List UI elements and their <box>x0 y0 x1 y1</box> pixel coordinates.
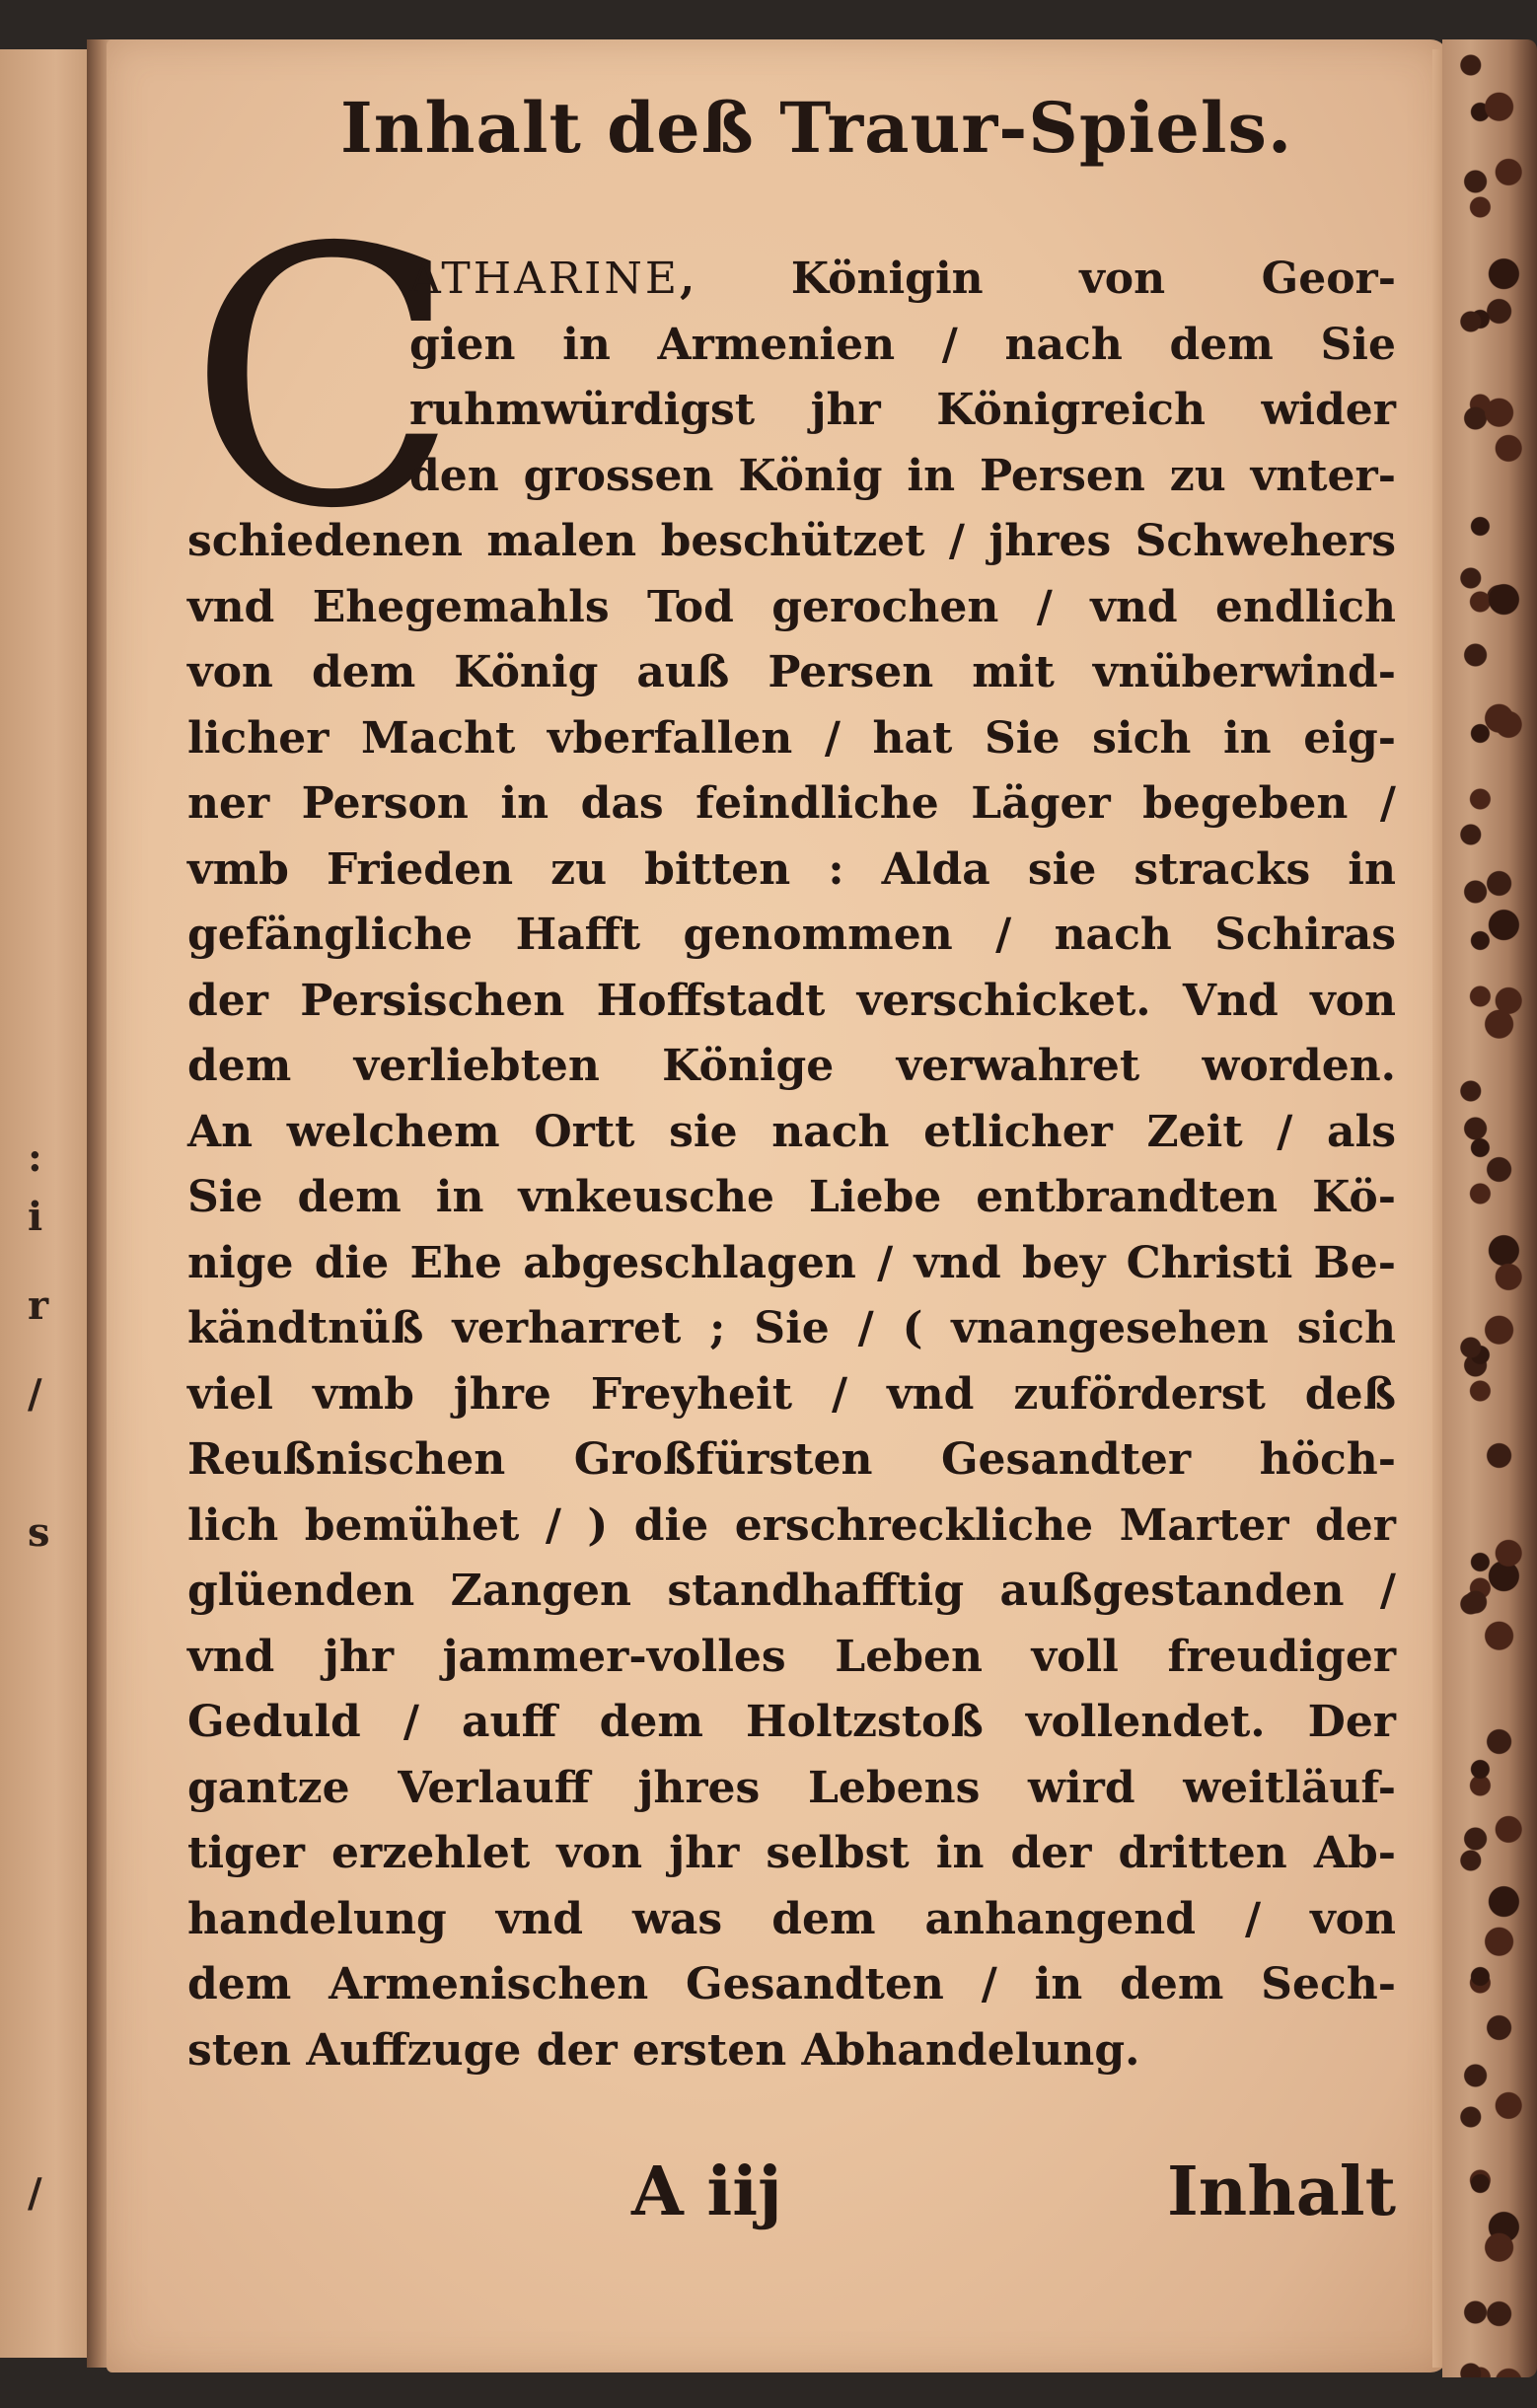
text-line: gantze Verlauff jhres Lebens wird weitläuf- <box>187 1762 1396 1813</box>
text-line: ner Person in das feindliche Läger begeben / <box>187 778 1396 829</box>
text-line: Geduld / auff dem Holtzstoß vollendet. Der <box>187 1697 1396 1747</box>
facing-page-glyph: s <box>28 1509 50 1556</box>
text-line: gefängliche Hafft genommen / nach Schiras <box>187 910 1396 960</box>
text-line: vmb Frieden zu bitten : Alda sie stracks in <box>187 843 1396 895</box>
text-line: schiedenen malen beschützet / jhres Schwehers <box>187 516 1396 566</box>
text-line: kändtnüß verharret ; Sie / ( vnangesehen sich <box>187 1303 1396 1353</box>
facing-page-edge <box>0 49 94 2358</box>
text-line: An welchem Ortt sie nach etlicher Zeit / als <box>187 1106 1396 1157</box>
text-line: den grossen König in Persen zu vnter- <box>409 450 1396 501</box>
text-line: viel vmb jhre Freyheit / vnd zuförderst deß <box>187 1368 1396 1420</box>
facing-page-glyph: : <box>28 1134 42 1181</box>
text-line-rest: , Königin von Geor- <box>680 254 1396 304</box>
text-line: der Persischen Hoffstadt verschicket. Vnd von <box>187 975 1396 1026</box>
text-line: vnd Ehegemahls Tod gerochen / vnd endlich <box>187 581 1396 632</box>
text-line: ruhmwürdigst jhr Königreich wider <box>409 385 1396 435</box>
text-line: gien in Armenien / nach dem Sie <box>409 319 1396 370</box>
text-line: licher Macht vberfallen / hat Sie sich in eig- <box>187 712 1396 764</box>
text-line: dem verliebten Könige verwahret worden. <box>187 1041 1396 1091</box>
facing-page-glyph: / <box>28 1371 42 1418</box>
signature-mark: A iij <box>631 2153 782 2231</box>
text-line: Sie dem in vnkeusche Liebe entbrandten Kö- <box>187 1172 1396 1222</box>
text-line: vnd jhr jammer-volles Leben voll freudiger <box>187 1631 1396 1682</box>
text-line: handelung vnd was dem anhangend / von <box>187 1893 1396 1944</box>
drop-cap-initial: C <box>187 173 460 586</box>
text-line: sten Auffzuge der ersten Abhandelung. <box>187 2024 1140 2076</box>
text-line: lich bemühet / ) die erschreckliche Marter der <box>187 1499 1396 1551</box>
facing-page-glyph: / <box>28 2170 42 2217</box>
facing-page-glyph: i <box>28 1194 43 1240</box>
page-footer <box>187 2153 1396 2241</box>
text-line: von dem König auß Persen mit vnüberwind- <box>187 647 1396 697</box>
page-title: Inhalt deß Traur-Spiels. <box>340 87 1293 169</box>
text-line <box>409 247 1396 313</box>
marbled-cover-edge <box>1442 39 1537 2377</box>
caps-word: ATHARINE <box>409 254 680 304</box>
catchword: Inhalt <box>1167 2153 1396 2231</box>
text-line: dem Armenischen Gesandten / in dem Sech- <box>187 1959 1396 2009</box>
text-line: nige die Ehe abgeschlagen / vnd bey Christi Be- <box>187 1237 1396 1288</box>
text-line: tiger erzehlet von jhr selbst in der dritten Ab- <box>187 1828 1396 1878</box>
facing-page-glyph: r <box>28 1282 49 1329</box>
body-text <box>187 247 1396 2083</box>
text-line: Reußnischen Großfürsten Gesandter höch- <box>187 1434 1396 1485</box>
text-line: glüenden Zangen standhafftig außgestanden / <box>187 1566 1396 1616</box>
